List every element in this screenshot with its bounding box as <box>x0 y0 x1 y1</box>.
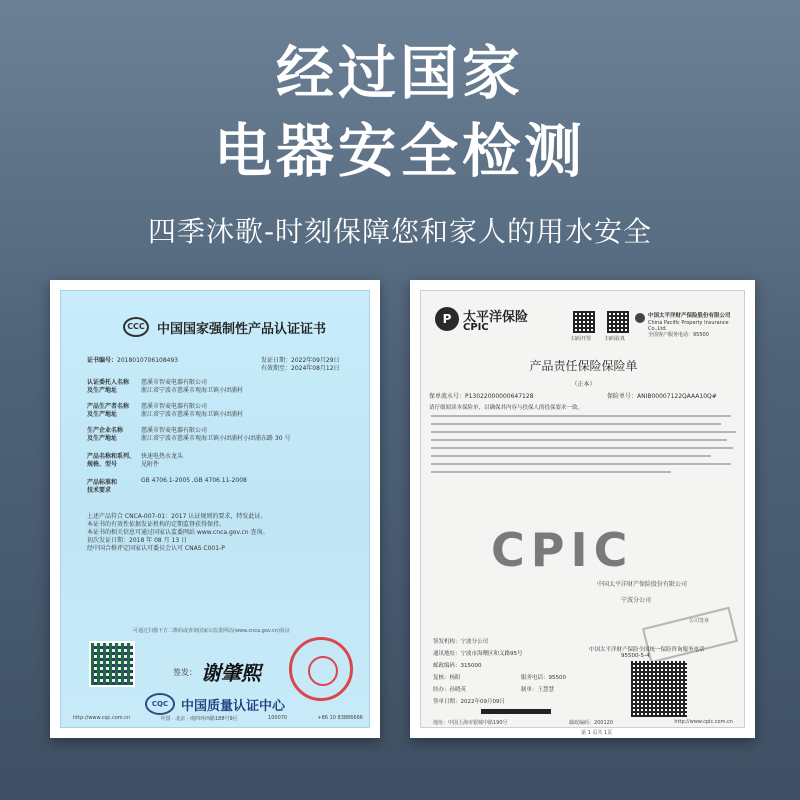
cqc-name: 中国质量认证中心 <box>181 699 286 714</box>
ccc-logo: CCC <box>123 317 149 337</box>
issuer-field <box>433 637 488 645</box>
review-label: 复核： <box>433 675 450 681</box>
invoice-qr-label: 扫码开票 <box>571 336 592 342</box>
maker-value: 王慧慧 <box>537 687 555 693</box>
footer-zip: 100070 <box>268 715 288 721</box>
sign-label: 签发： <box>173 668 197 677</box>
policy-body-line <box>431 423 721 425</box>
statement-3: 本证书的相关信息可通过国家认监委网站 www.cnca.gov.cn 查询。 <box>87 529 269 536</box>
ccc-certificate-frame <box>50 280 380 738</box>
phone-label: 服务电话： <box>521 675 549 681</box>
company-hotline: 全国客户服务电话：95500 <box>648 332 709 338</box>
issuer-label: 签发机构： <box>433 639 461 645</box>
policy-number: 保险单号：ANIB00007122QAAA10Q# <box>607 393 717 400</box>
maker-name: 慈溪市智麦电器有限公司 <box>141 403 208 410</box>
standard: GB 4706.1-2005 ,GB 4706.11-2008 <box>141 477 247 484</box>
certification-seal <box>289 637 353 701</box>
phone-value: 95500 <box>548 675 567 681</box>
cert-no-label: 证书编号： <box>87 357 118 364</box>
insurer-name-en: CPIC <box>463 322 489 333</box>
policy-read-note: 请仔细阅读本保险单，以确保其内容与投保人的投保要求一致。 <box>429 405 584 411</box>
maker-label: 产品生产者名称 <box>87 403 130 410</box>
policy-title: 产品责任保险保险单 <box>529 359 638 373</box>
hotline-number: 95500-5-4 <box>621 653 650 659</box>
product-label-2: 规格、型号 <box>87 461 118 468</box>
zip-value: 315000 <box>460 663 482 669</box>
date-field <box>433 697 505 705</box>
product-name: 快速电热水龙头 <box>141 453 184 460</box>
standard-label-2: 技术要求 <box>87 487 112 494</box>
review-value: 杨阳 <box>449 675 461 681</box>
signer-branch: 宁波分公司 <box>621 597 652 604</box>
signature: 谢肇熙 <box>201 661 261 685</box>
applicant-addr: 浙江省宁波市慈溪市观海卫镇小团浦村 <box>141 387 244 394</box>
applicant-addr-label: 及生产地址 <box>87 387 118 394</box>
address-value: 宁波市海曙区和义路95号 <box>460 651 523 657</box>
maker-addr-label: 及生产地址 <box>87 411 118 418</box>
address-field <box>433 649 523 657</box>
footer-web: http://www.cqc.com.cn <box>73 715 131 721</box>
statement-2: 本证书的有效性依据发证机构的定期监督获得保持。 <box>87 521 226 528</box>
cert-no: 2018010706108493 <box>117 357 179 364</box>
applicant-label: 认证委托人名称 <box>87 379 130 386</box>
statement-1: 上述产品符合 CNCA-007-01：2017 认证规则的要求，特发此证。 <box>87 513 267 520</box>
cpic-logo-mark: P <box>435 307 459 331</box>
page-number: 第 1 页共 1页 <box>581 730 613 736</box>
review-field <box>433 673 461 681</box>
factory-addr-label: 及生产地址 <box>87 435 118 442</box>
insurance-policy-frame <box>410 280 755 738</box>
policy-flow-number: 保单流水号：P13022000000647128 <box>429 393 534 400</box>
maker-addr: 浙江省宁波市慈溪市观海卫镇小团浦村 <box>141 411 244 418</box>
insurer-name-cn: 太平洋保险 <box>463 310 529 325</box>
company-stamp <box>642 607 738 664</box>
company-name-cn: 中国太平洋财产保险股份有限公司 <box>648 313 731 319</box>
policy-footer <box>433 719 733 726</box>
policy-body-line <box>431 431 736 433</box>
company-seal-label: 公司签章 <box>689 618 710 624</box>
footer-addr: 中国 · 北京 · 南四环西路188号9区 <box>160 716 238 722</box>
issuer-value: 宁波分公司 <box>460 639 489 645</box>
certificate-title: 中国国家强制性产品认证证书 <box>157 322 327 337</box>
product-label: 产品名称和系列、 <box>87 453 136 460</box>
zip-label: 邮政编码： <box>433 663 461 669</box>
policy-body-line <box>431 471 671 473</box>
certificate-footer <box>73 715 363 722</box>
footer-web: http://www.cpic.com.cn <box>674 719 733 725</box>
headline-line1: 经过国家 <box>275 39 524 107</box>
applicant-name: 慈溪市智麦电器有限公司 <box>141 379 208 386</box>
verify-qr-label: 扫码验真 <box>605 336 626 342</box>
company-name-en: China Pacific Property Insurance Co.,Ltd. <box>648 320 729 332</box>
address-label: 通讯地址： <box>433 651 461 657</box>
invoice-qr-code <box>573 311 595 333</box>
standard-label: 产品标准和 <box>87 479 118 486</box>
factory-name: 慈溪市智麦电器有限公司 <box>141 427 208 434</box>
verify-qr-code <box>607 311 629 333</box>
policy-body-line <box>431 439 727 441</box>
phone-field <box>521 673 566 681</box>
zip-field <box>433 661 482 669</box>
date-value: 2022年09月09日 <box>460 699 506 705</box>
verify-notice: 可通过扫描下方二维码或查询国家认监委网站(www.cnca.gov.cn)验证 <box>133 628 290 634</box>
policy-qr-code <box>631 661 687 717</box>
statement-5: 经中国合格评定国家认可委员会认可 CNAS C001-P <box>87 545 225 552</box>
footer-zip: 邮政编码：200120 <box>568 720 614 726</box>
maker-label: 制单： <box>521 687 538 693</box>
policy-body-line <box>431 447 733 449</box>
policy-body-line <box>431 455 711 457</box>
ccc-certificate <box>60 290 370 728</box>
product-spec: 见附件 <box>141 461 160 468</box>
hotline-text: 中国太平洋财产保险全国统一保险咨询服务电话 <box>589 647 705 653</box>
handler-field <box>433 685 466 693</box>
policy-copy-type: （正本） <box>571 381 596 388</box>
maker-field <box>521 685 554 693</box>
insurance-policy <box>420 290 745 736</box>
handler-value: 孙晓英 <box>449 687 467 693</box>
redaction-bar <box>481 709 551 714</box>
verify-qr-code <box>89 641 135 687</box>
factory-label: 生产企业名称 <box>87 427 124 434</box>
statement-4: 初次发证日期：2018 年 08 月 13 日 <box>87 537 188 544</box>
valid-date: 有效期至：2024年08月12日 <box>261 365 340 372</box>
policy-body-line <box>431 415 731 417</box>
cert-no-row <box>87 355 178 364</box>
issue-date: 发证日期：2022年09月29日 <box>261 357 340 364</box>
footer-address: 地址：中国上海市银城中路190号 <box>433 720 508 726</box>
factory-addr: 浙江省宁波市慈溪市观海卫镇小团浦村小团浦东路 30 号 <box>141 435 291 442</box>
signer-company: 中国太平洋财产保险股份有限公司 <box>597 581 688 588</box>
cqc-logo: CQC <box>145 693 175 715</box>
cpic-watermark-brand: CPIC <box>491 523 634 577</box>
headline-line2: 电器安全检测 <box>213 117 586 185</box>
policy-body-line <box>431 463 731 465</box>
date-label: 签单日期： <box>433 699 461 705</box>
handler-label: 经办： <box>433 687 450 693</box>
company-logo-icon <box>635 313 645 323</box>
headline-subtitle: 四季沐歌-时刻保障您和家人的用水安全 <box>147 215 653 248</box>
footer-tel: +86 10 83886666 <box>317 715 363 721</box>
